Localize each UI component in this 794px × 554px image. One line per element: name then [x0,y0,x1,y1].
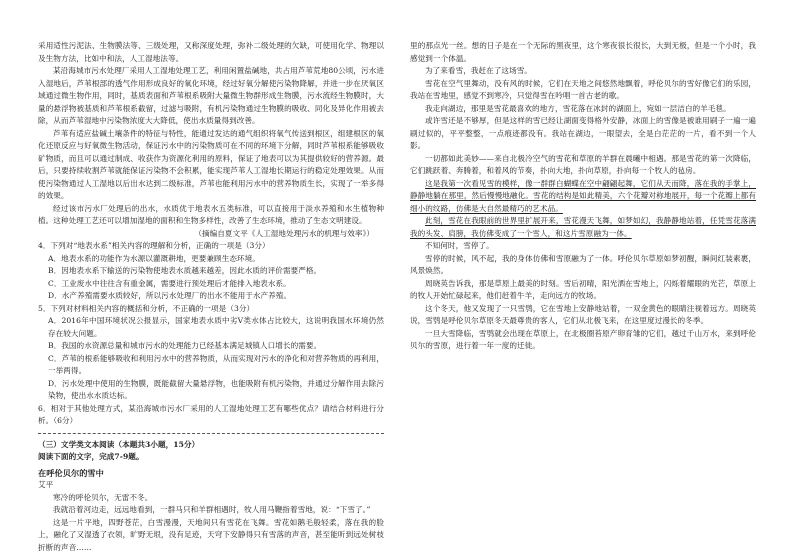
paragraph: 我走向湖边，那里是雪花最喜欢的地方，雪花落在冰封的湖面上，宛如一层洁白的羊毛毯。 [410,103,756,116]
paragraph: 这个冬天，他又发现了一只雪鸮，它在雪地上安静地站着，一双金黄色的眼睛注视着远方。周晓英说，雪鸮是呼伦贝尔草原冬天最尊贵的客人，它们从北极飞来，在这里度过漫长的冬季。 [410,303,756,328]
paragraph: 我就沿着河边走，远远地看到，一群马只和羊群相遇时，牧人用马鞭指着雪地，说：“下雪了。” [38,504,384,517]
paragraph: 芦苇有适应盐碱土壤条件的特征与特性，能通过发达的通气组织将氧气传送到根区，组建根区的氧化还原反应与好氧微生物活动，保证污水中的污染物质可在不同的环境下分解，同时芦苇根系能够吸收矿物质，而且可以通过制成、收获作为资源化利用的原料，保证了地表可以为其提供较好的营养源。最后，只要持续收割芦苇就能保证污染物不会积累，能实现芦苇人工湿地长期运行的稳定处理效果。从而使污染物通过人工湿地以后出水达到二级标准，芦苇也能利用污水中的营养物质生长，实现了一举多得的效果。 [38,128,384,203]
paragraph: 采用适性污泥法、生物膜法等、三级处理，又称深度处理，弥补二级处理的欠缺，可使用化学、物理以及生物方法，比如中和法，人工湿地法等。 [38,40,384,65]
paragraph: 一切都如此美妙——来自北极冷空气的雪花和草原的羊群在晨曦中相遇。那是雪花的第一次降临，它们跳跃着、奔腾着，和着风的节奏，扑向大地，扑向草原，扑向每一个牧人的毡房。 [410,153,756,178]
option-d: D．污水处理中使用的生物膜，既能截留大量悬浮物，也能吸附有机污染物，并通过分解作用去除污染物，使出水水质达标。 [38,378,384,403]
paragraph: 某沿海城市污水处理厂采用人工湿地处理工艺，利用闲置盐碱地，共占用芦苇荒地80公顷，污水进入湿地后，芦苇根部的透气作用形成良好的氧化环境，经过好氧分解使污染物降解，并进一步在厌氧区域通过微生物作用，同时，基质表面和芦苇根系吸附大量微生物群形成生物膜，污水流经生物膜时，大量的悬浮物被基质和芦苇根系截留，过滤与吸附，有机污染物通过生物膜的吸收、同化及异化作用被去除，从而芦苇湿地中污染物浓度大大降低，使出水质量得到改善。 [38,65,384,128]
option-b: B．我国的水资源总量和城市污水的处理能力已经基本满足城镇人口增长的需要。 [38,340,384,353]
option-c: C．芦苇的根系能够吸收和利用污水中的营养物质，从而实现对污水的净化和对营养物质的再利用，一举两得。 [38,353,384,378]
question-5: 5．下列对材料相关内容的概括和分析，不正确的一项是（3分） [38,303,384,316]
option-a: A．地表水系的功能作为水源以灌溉耕地，更要兼顾生态环境。 [38,253,384,266]
option-c: C．工业废水中往往含有重金属，需要进行预处理后才能排入地表水系。 [38,278,384,291]
question-4: 4．下列对“地表水系”相关内容的理解和分析，正确的一项是（3分） [38,240,384,253]
paragraph: 为了来看雪，我赶在了这场雪。 [410,65,756,78]
story-author: 艾平 [38,479,384,492]
paragraph: 或许雪还是不够厚，但是这样的雪已经让湖面变得格外安静，冰面上的雪像是被谁用刷子一遍一遍刷过似的，平平整整，一点痕迹都没有。我站在湖边，一眼望去，全是白茫茫的一片，看不到一个人影。 [410,115,756,153]
paragraph: 雪停的时候，风不起，我的身体仿佛和雪原融为了一体。呼伦贝尔草原如梦初醒，瞬间红装素裹，风景焕然。 [410,253,756,278]
underlined-paragraph: 这是我第一次看见雪的模样，像一群群白蝴蝶在空中翩翩起舞，它们从天而降，落在我的手掌上，静静地躺在那里，然后慢慢地融化。雪花的结构是如此精美，六个花瓣对称地展开，每一个花瓣上都有细小的纹路，仿佛是大自然最精巧的艺术品。 [410,178,756,216]
option-b: B．因地表水系下输送的污染物使地表水质越来越差，因此水质的评价需要严格。 [38,265,384,278]
section-divider [38,433,384,434]
section-heading: （三）文学类文本阅读（本题共3小题，15分） [38,439,384,452]
paragraph: 不知何时，雪停了。 [410,240,756,253]
paragraph: 里的那点光一丝。想的日子是在一个无际的黑夜里，这个寒夜很长很长，大到无极，但是一个小时，我感觉到一个体温。 [410,40,756,65]
paragraph: 雪花在空气里舞动，没有风的时候，它们在天地之间悠然地飘着，呼伦贝尔的雪好像它们的乐园，我站在雪地里，感觉不到寒冷，只觉得雪在吟唱一首古老的歌。 [410,78,756,103]
left-column [38,40,384,554]
paragraph: 一旦大雪降临，雪鸮就会出现在草原上，在北极圈苔原产卵育雏的它们，越过千山万水，来到呼伦贝尔的雪原，进行着一年一度的迁徙。 [410,328,756,353]
paragraph: 周晓英告诉我，那是草原上最美的时刻。雪后初晴，阳光洒在雪地上，闪烁着耀眼的光芒，草原上的牧人开始忙碌起来，他们赶着牛羊，走向远方的牧场。 [410,278,756,303]
paragraph: 这是一片平地，四野苍茫，白雪漫漫，天地间只有雪花在飞舞。雪花如鹅毛般轻柔，落在我的脸上，融化了又湿透了衣领，旷野无垠，没有足迹，天穹下安静得只有雪落的声音，甚至能听到远处树枝折断的声音…… [38,517,384,554]
option-a: A．2016年中国环境状况公报显示，国家地表水质中劣V类水体占比较大，这说明我国水环境仍然存在较大问题。 [38,315,384,340]
question-6: 6．相对于其他处理方式，某沿海城市污水厂采用的人工湿地处理工艺有哪些优点？请结合材料进行分析。（6分） [38,403,384,428]
section-instruction: 阅读下面的文字，完成7-9题。 [38,451,384,464]
option-d: D．水产养殖需要水质较好，所以污水处理厂的出水不能用于水产养殖。 [38,290,384,303]
paragraph: 经过该市污水厂处理后的出水，水质优于地表水五类标准，可以直接用于淡水养殖和水生植物种植。这种处理工艺还可以增加湿地的面积和生物多样性，改善了生态环境，推动了生态文明建设。 [38,203,384,228]
story-title: 在呼伦贝尔的雪中 [38,467,384,480]
source-citation: （摘编自夏文平《人工湿地处理污水的机理与效率》） [38,228,384,241]
right-column [410,40,756,353]
underlined-paragraph: 此刻，雪花在我眼前的世界里扩展开来，雪花漫天飞舞，如梦如幻，我静静地站着，任凭雪花落满我的头发、肩膀，我仿佛变成了一个雪人，和这片雪原融为一体。 [410,215,756,240]
paragraph: 寒冷的呼伦贝尔，无雷不冬。 [38,492,384,505]
